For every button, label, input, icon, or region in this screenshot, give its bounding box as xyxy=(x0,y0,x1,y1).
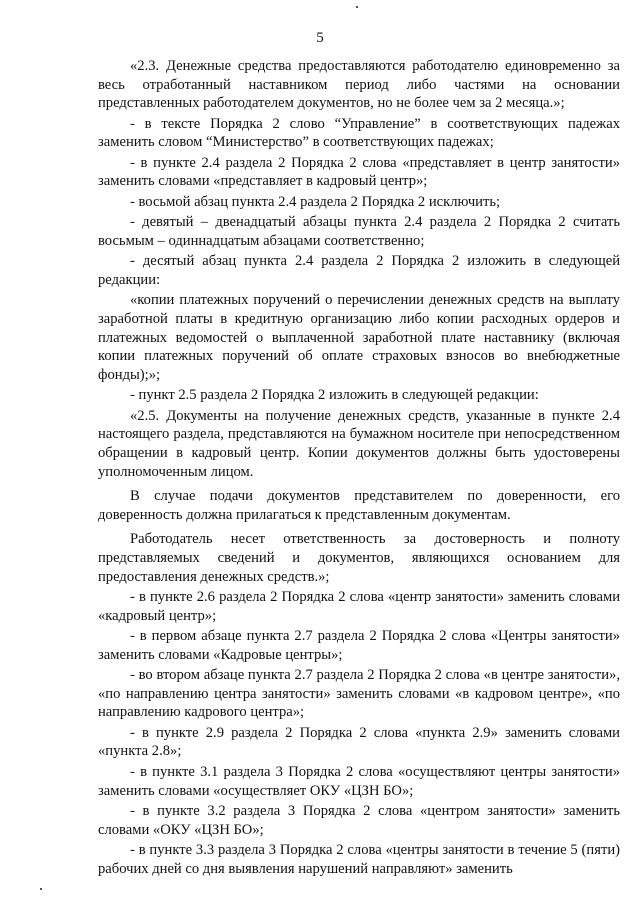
paragraph: - во втором абзаце пункта 2.7 раздела 2 Порядка 2 слова «в центре занятости», «по направлению центра занятости» заменить словами «в кадровом центре», «по направлению кадрового центра»; xyxy=(98,667,620,721)
paragraph: - в пункте 2.9 раздела 2 Порядка 2 слова «пункта 2.9» заменить словами «пункта 2.8»; xyxy=(98,724,620,760)
scan-speck xyxy=(40,888,42,890)
paragraph: - в тексте Порядка 2 слово “Управление” в соответствующих падежах заменить словом “Министерство” в соответствующих падежах; xyxy=(98,115,620,151)
paragraph: - в пункте 3.3 раздела 3 Порядка 2 слова «центры занятости в течение 5 (пяти) рабочих дней со дня выявления нарушений направляют» заменить xyxy=(98,842,620,877)
scan-speck xyxy=(356,6,358,8)
paragraph: - в пункте 2.6 раздела 2 Порядка 2 слова «центр занятости» заменить словами «кадровый центр»; xyxy=(98,589,620,624)
paragraph: - в пункте 3.1 раздела 3 Порядка 2 слова «осуществляют центры занятости» заменить словами «осуществляет ОКУ «ЦЗН БО»; xyxy=(98,763,620,799)
paragraph: - в пункте 2.4 раздела 2 Порядка 2 слова «представляет в центр занятости» заменить словами «представляет в кадровый центр»; xyxy=(98,154,620,190)
paragraph: - восьмой абзац пункта 2.4 раздела 2 Порядка 2 исключить; xyxy=(130,193,501,210)
paragraph: «2.5. Документы на получение денежных средств, указанные в пункте 2.4 настоящего раздела, представляются на бумажном носителе при непосредственном обращении в кадровый центр. Копии документов должны быть удостоверены уполномоченным лицом. xyxy=(98,407,620,480)
page-number: 5 xyxy=(316,30,324,46)
paragraph: - пункт 2.5 раздела 2 Порядка 2 изложить в следующей редакции: xyxy=(130,387,539,404)
paragraph: «копии платежных поручений о перечислении денежных средств на выплату заработной платы в кредитную организацию либо копии расходных ордеров и платежных ведомостей о выплаченной заработной плате наставнику (включая копии платежных поручений об оплате страховых взносов во внебюджетные фонды);»; xyxy=(98,292,620,383)
paragraph: В случае подачи документов представителем по доверенности, его доверенность должна прилагаться к представленным документам. xyxy=(98,488,620,523)
paragraph: - в первом абзаце пункта 2.7 раздела 2 Порядка 2 слова «Центры занятости» заменить словами «Кадровые центры»; xyxy=(98,628,620,663)
paragraph: - в пункте 3.2 раздела 3 Порядка 2 слова «центром занятости» заменить словами «ОКУ «ЦЗН БО»; xyxy=(98,803,620,838)
paragraph: - десятый абзац пункта 2.4 раздела 2 Порядка 2 изложить в следующей редакции: xyxy=(98,253,620,288)
paragraph: «2.3. Денежные средства предоставляются работодателю единовременно за весь отработанный наставником период либо частями на основании представленных работодателем документов, но не более чем за 2 месяца.»; xyxy=(98,58,620,112)
paragraph: Работодатель несет ответственность за достоверность и полноту представляемых сведений и документов, являющихся основанием для предоставления денежных средств.»; xyxy=(98,531,620,585)
document-body xyxy=(98,57,620,880)
paragraph: - девятый – двенадцатый абзацы пункта 2.4 раздела 2 Порядка 2 считать восьмым – одиннадцатым абзацами соответственно; xyxy=(98,214,620,249)
